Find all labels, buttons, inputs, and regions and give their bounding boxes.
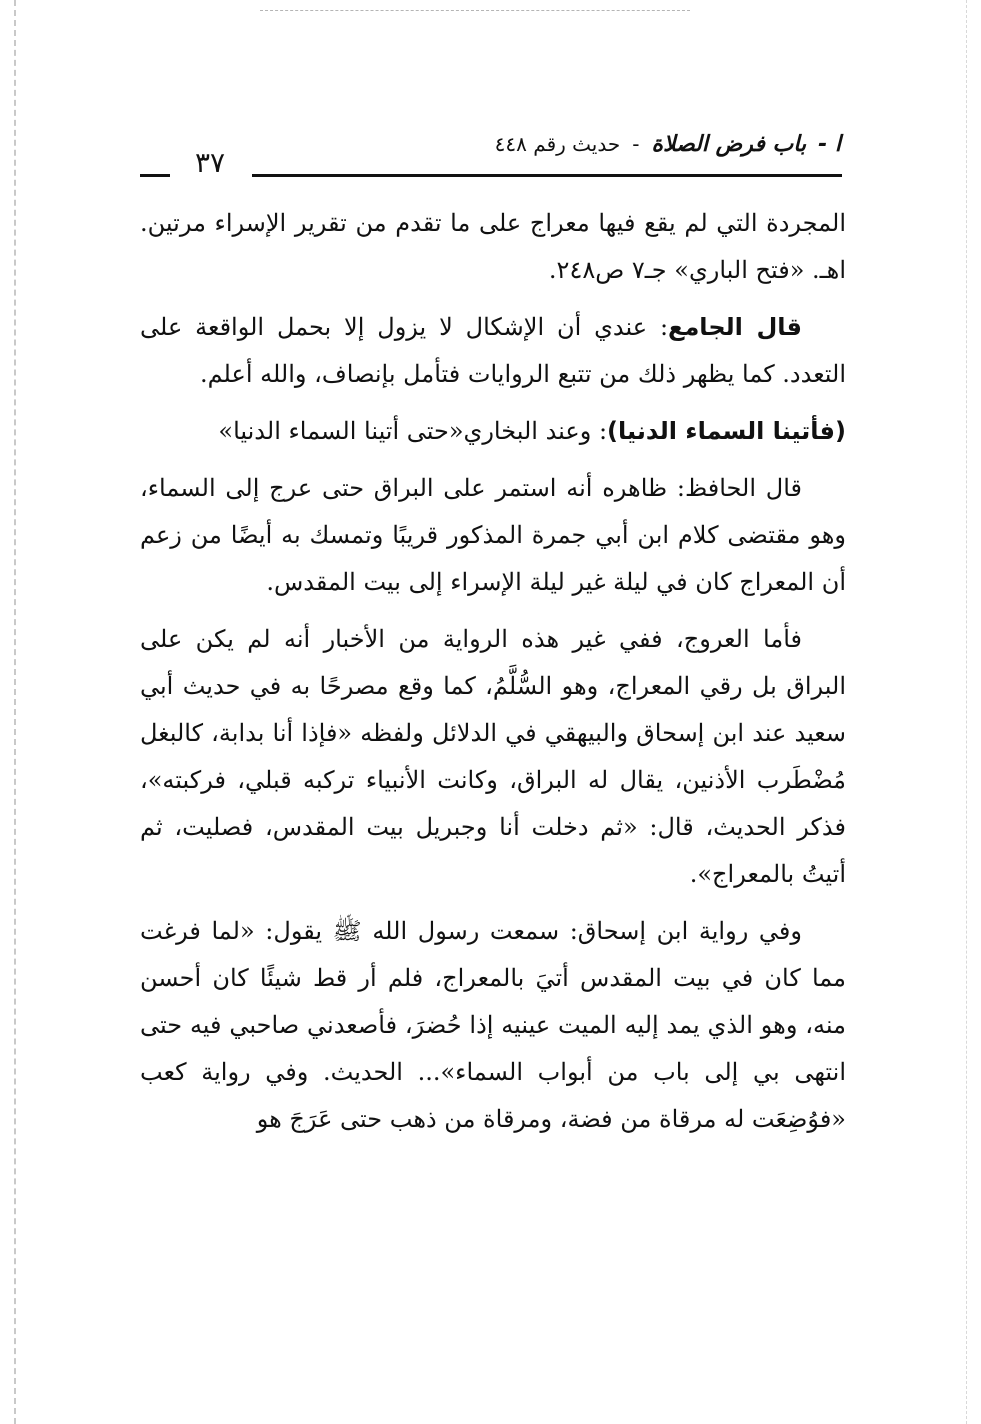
paragraph-lead: قال الجامع <box>668 313 802 341</box>
paragraph <box>140 908 846 1143</box>
paragraph <box>140 616 846 898</box>
paragraph-text: المجردة التي لم يقع فيها معراج على ما تقدم من تقرير الإسراء مرتين. اهـ. «فتح الباري» جـ٧ ص٢٤٨. <box>140 209 846 284</box>
page-number: ٣٧ <box>194 146 226 179</box>
body-text <box>140 200 846 1153</box>
head-separator: - <box>632 132 640 156</box>
scan-top-dashes <box>260 10 690 11</box>
scan-left-edge <box>14 0 16 1424</box>
header-rule <box>252 174 842 177</box>
paragraph <box>140 408 846 455</box>
paragraph-text: : عندي أن الإشكال لا يزول إلا بحمل الواقعة على التعدد. كما يظهر ذلك من تتبع الروايات فتأمل بإنصاف، والله أعلم. <box>140 313 846 388</box>
paragraph <box>140 304 846 398</box>
paragraph <box>140 465 846 606</box>
header-rule-short <box>140 174 170 177</box>
running-head <box>140 132 841 166</box>
paragraph-lead: (فأتينا السماء الدنيا) <box>607 417 846 445</box>
paragraph-text: وفي رواية ابن إسحاق: سمعت رسول الله ﷺ يقول: «لما فرغت مما كان في بيت المقدس أتيَ بالمعراج، فلم أر قط شيئًا كان أحسن منه، وهو الذي يمد إليه الميت عينيه إذا حُضرَ، فأصعدني صاحبي فيه حتى انتهى بي إلى باب من أبواب السماء»... الحديث. وفي رواية كعب «فوُضِعَت له مرقاة من فضة، ومرقاة من ذهب حتى عَرَجَ هو <box>140 917 846 1133</box>
scan-right-edge <box>966 0 967 1424</box>
hadith-reference: حديث رقم ٤٤٨ <box>494 132 621 156</box>
paragraph <box>140 200 846 294</box>
paragraph-text: : وعند البخاري«حتى أتينا السماء الدنيا» <box>218 417 608 445</box>
chapter-title: باب فرض الصلاة <box>651 132 807 157</box>
paragraph-text: قال الحافظ: ظاهره أنه استمر على البراق حتى عرج إلى السماء، وهو مقتضى كلام ابن أبي جمرة المذكور قريبًا وتمسك به أيضًا من زعم أن المعراج كان في ليلة غير ليلة الإسراء إلى بيت المقدس. <box>140 474 846 596</box>
paragraph-text: فأما العروج، ففي غير هذه الرواية من الأخبار أنه لم يكن على البراق بل رقي المعراج، وهو السُّلَّمُ، كما وقع مصرحًا به في حديث أبي سعيد عند ابن إسحاق والبيهقي في الدلائل ولفظه «فإذا أنا بدابة، كالبغل مُضْطَرب الأذنين، يقال له البراق، وكانت الأنبياء تركبه قبلي، فركبته»، فذكر الحديث، قال: «ثم دخلت أنا وجبريل بيت المقدس، فصليت، ثم أتيتُ بالمعراج». <box>140 625 846 888</box>
chapter-number: ا - <box>818 132 841 157</box>
